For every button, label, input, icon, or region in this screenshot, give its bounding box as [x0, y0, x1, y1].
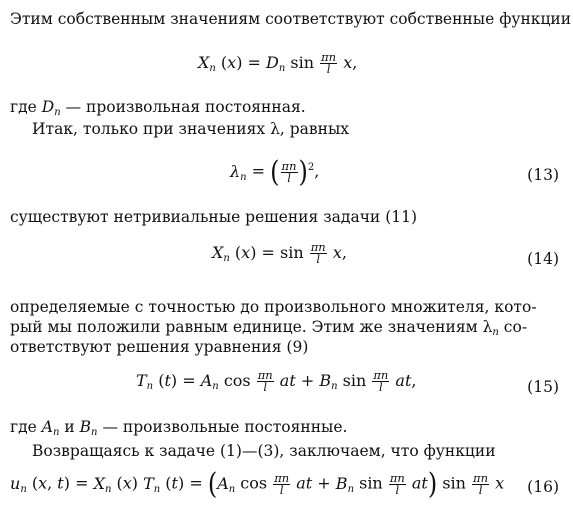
equation-14: $X_n$ (x) = sin $\frac{\pi n}{l}$ x, [212, 240, 347, 266]
paragraph-line: Возвращаясь к задаче (1)—(3), заключаем, что функции [32, 442, 496, 460]
equation-15: $T_n$ $(t) = A_n$ cos $\frac{\pi n}{l}$ at + $B_n$ sin $\frac{\pi n}{l}$ at, [136, 368, 417, 394]
equation-number: (15) [527, 378, 559, 396]
equation-number: (16) [527, 478, 559, 496]
paragraph-line: определяемые с точностью до произвольного множителя, кото- [10, 298, 537, 316]
equation-eigenfunction: $X_n$ $(x) = D_n$ sin $\frac{\pi n}{l}$ x, [198, 50, 358, 76]
equation-16: $u_n$ (x, $t) = X_n$ (x) $T_n$ $(t) = (A_n$ cos $\frac{\pi n}{l}$ at + $B_n$ sin $\frac{\pi n}{l}$ at) sin $\frac{\pi n}{l}$ x [10, 467, 505, 501]
equation-number: (14) [527, 250, 559, 268]
paragraph-line: существуют нетривиальные решения задачи (11) [10, 208, 418, 226]
paragraph-line: где $A_n$ и $B_n$ — произвольные постоянные. [10, 418, 348, 438]
paragraph-line: Этим собственным значениям соответствуют собственные функции [10, 10, 572, 28]
equation-13: $\lambda_n$ = ( $\frac{\pi n}{l}$ )$^2$, [230, 155, 320, 189]
paragraph-line: где $D_n$ — произвольная постоянная. [10, 98, 306, 118]
paragraph-line: рый мы положили равным единице. Этим же значениям $\lambda_n$ со- [10, 318, 528, 338]
paragraph-line: ответствуют решения уравнения (9) [10, 338, 309, 356]
paragraph-line: Итак, только при значениях λ, равных [32, 120, 350, 138]
equation-number: (13) [527, 166, 559, 184]
